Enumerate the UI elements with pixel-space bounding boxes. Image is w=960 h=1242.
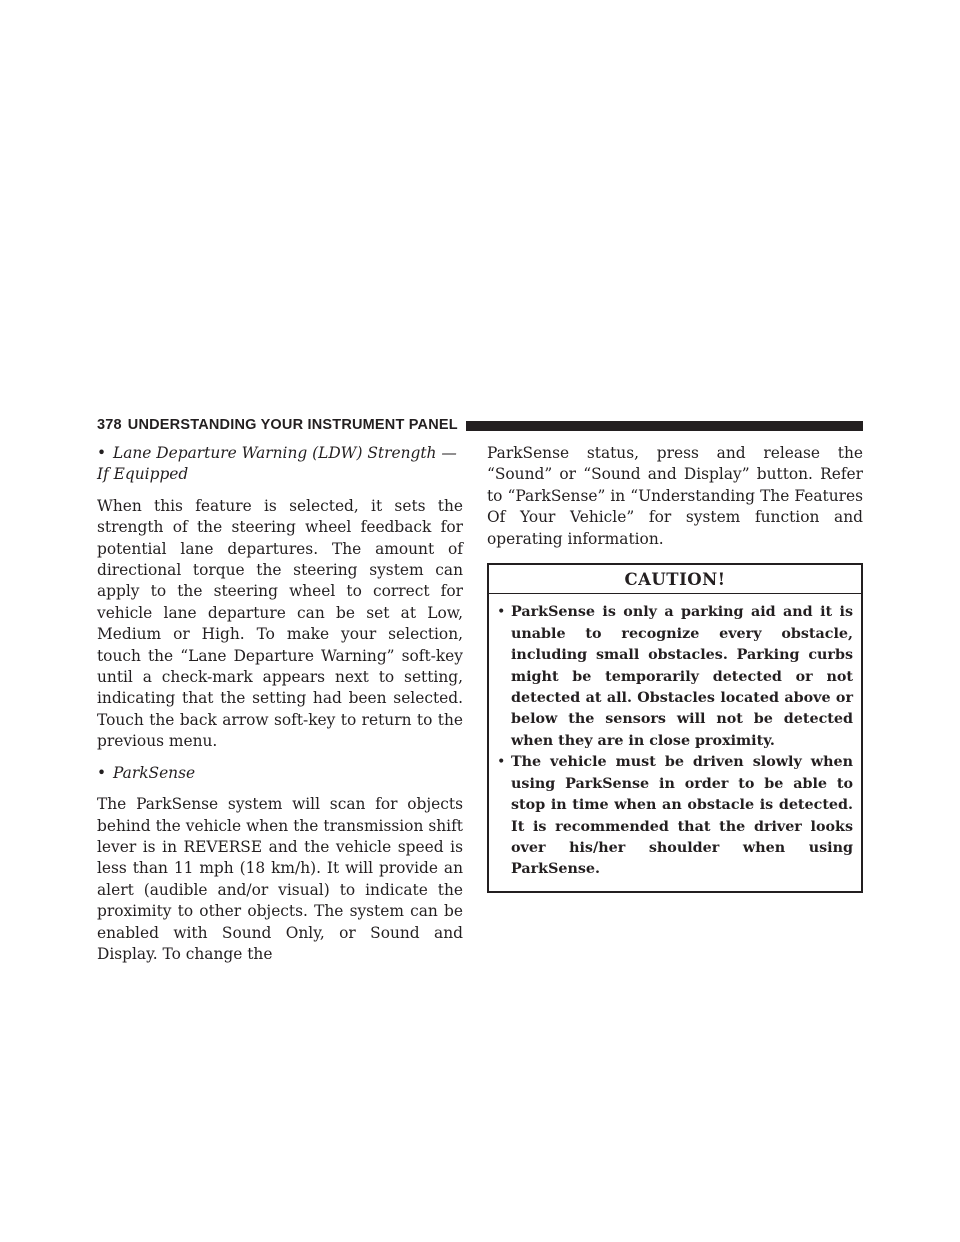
ldw-heading bbox=[97, 443, 463, 464]
spacer bbox=[97, 486, 463, 496]
parksense-heading bbox=[97, 763, 463, 784]
caution-item-text: ParkSense is only a parking aid and it is unable to recognize every obstacle, including small obstacles. Parking curbs might be temporarily detected or not detected at all. Obstacles located above or below the sensors will not be detected when they are in close proximity. bbox=[511, 604, 853, 749]
caution-list bbox=[489, 594, 861, 890]
ldw-heading-line1: Lane Departure Warning (LDW) Strength — bbox=[113, 444, 457, 462]
left-column bbox=[97, 443, 463, 965]
spacer bbox=[97, 784, 463, 794]
caution-item bbox=[497, 602, 853, 752]
caution-title: CAUTION! bbox=[489, 565, 861, 594]
bullet-icon: • bbox=[497, 754, 506, 771]
header-rule bbox=[466, 421, 863, 431]
continuation-paragraph: ParkSense status, press and release the “Sound” or “Sound and Display” button. Refer to “ParkSense” in “Understanding The Features Of Your Vehicle” for system function and operating information. bbox=[487, 444, 863, 548]
ldw-heading-line2: If Equipped bbox=[97, 465, 189, 484]
right-column bbox=[487, 443, 863, 893]
page-number: 378 bbox=[97, 417, 122, 433]
spacer bbox=[97, 753, 463, 763]
bullet-icon: • bbox=[97, 763, 107, 782]
section-title: UNDERSTANDING YOUR INSTRUMENT PANEL bbox=[127, 417, 458, 433]
caution-box bbox=[487, 563, 863, 893]
bullet-icon: • bbox=[97, 444, 107, 462]
page-header bbox=[97, 415, 863, 435]
ldw-paragraph: When this feature is selected, it sets the strength of the steering wheel feedback for potential lane departures. The amount of directional torque the steering system can apply to the steering wheel to correct for vehicle lane departure can be set at Low, Medium or High. To make your selection, touch the “Lane Departure Warning” soft-key until a check-mark appears next to setting, indicating that the setting had been selected. Touch the back arrow soft-key to return to the previous menu. bbox=[97, 496, 463, 751]
bullet-icon: • bbox=[497, 604, 506, 621]
parksense-paragraph: The ParkSense system will scan for objects behind the vehicle when the transmission shift lever is in REVERSE and the vehicle speed is less than 11 mph (18 km/h). It will provide an alert (audible and/or visual) to indicate the proximity to other objects. The system can be enabled with Sound Only, or Sound and Display. To change the bbox=[97, 795, 463, 963]
parksense-heading-text: ParkSense bbox=[113, 763, 196, 782]
caution-item bbox=[497, 752, 853, 880]
caution-item-text: The vehicle must be driven slowly when using ParkSense in order to be able to stop in time when an obstacle is detected. It is recommended that the driver looks over his/her shoulder when using ParkSense. bbox=[511, 754, 853, 878]
